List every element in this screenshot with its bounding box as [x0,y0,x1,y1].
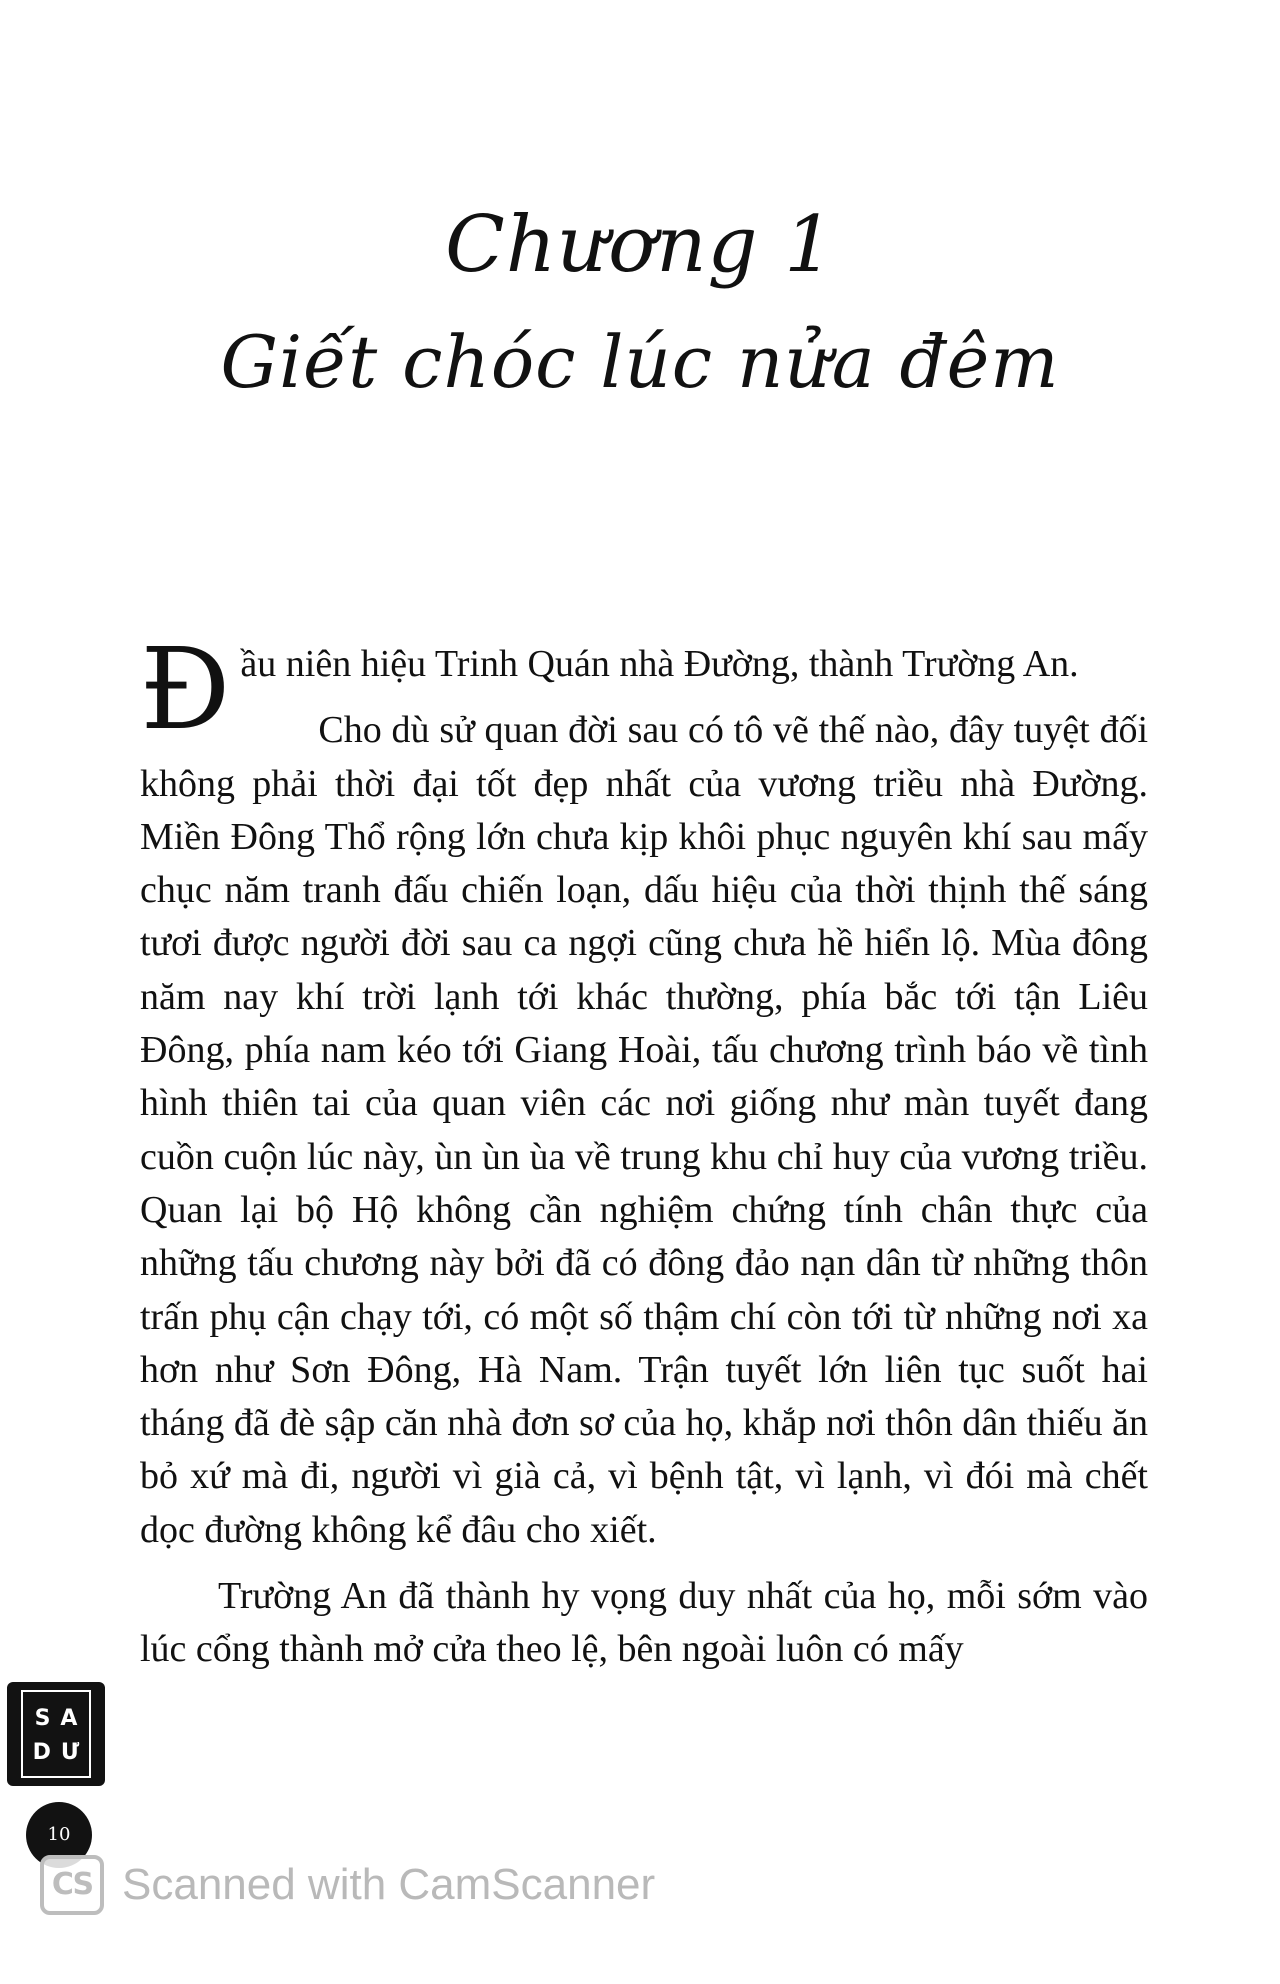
section-tab-frame [21,1690,91,1778]
chapter-label: Chương 1 [445,200,835,290]
paragraph: Trường An đã thành hy vọng duy nhất của họ, mỗi sớm vào lúc cổng thành mở cửa theo lệ, bên ngoài luôn có mấy [140,1575,1148,1671]
opening-paragraph-text: ầu niên hiệu Trinh Quán nhà Đường, thành Trường An. [240,643,1079,685]
watermark-text: Scanned with CamScanner [122,1860,656,1909]
page-number: 10 [26,1802,92,1868]
drop-cap: Đ [140,625,231,755]
camscanner-logo-icon: CS [40,1855,104,1915]
section-tab-badge [7,1682,105,1786]
section-tab-line-1: SA [34,1706,88,1731]
scanner-watermark [40,1850,655,1920]
chapter-title: Giết chóc lúc nửa đêm [220,320,1060,404]
body-text [140,625,1148,1690]
opening-paragraph [140,625,1148,755]
paragraph: Cho dù sử quan đời sau có tô vẽ thế nào, đây tuyệt đối không phải thời đại tốt đẹp nhất của vương triều nhà Đường. Miền Đông Thổ rộng lớn chưa kịp khôi phục nguyên khí sau mấy chục năm tranh đấu chiến loạn, dấu hiệu của thời thịnh thế sáng tươi được người đời sau ca ngợi cũng chưa hề hiển lộ. Mùa đông năm nay khí trời lạnh tới khác thường, phía bắc tới tận Liêu Đông, phía nam kéo tới Giang Hoài, tấu chương trình báo về tình hình thiên tai của quan viên các nơi giống như màn tuyết đang cuồn cuộn lúc này, ùn ùn ùa về trung khu chỉ huy của vương triều. Quan lại bộ Hộ không cần nghiệm chứng tính chân thực của những tấu chương này bởi đã có đông đảo nạn dân từ những thôn trấn phụ cận chạy tới, có một số thậm chí còn tới từ những nơi xa hơn như Sơn Đông, Hà Nam. Trận tuyết lớn liên tục suốt hai tháng đã đè sập căn nhà đơn sơ của họ, khắp nơi thôn dân thiếu ăn bỏ xứ mà đi, người vì già cả, vì bệnh tật, vì lạnh, vì đói mà chết dọc đường không kể đâu cho xiết. [140,709,1148,1551]
section-tab-line-2: DƯ [32,1740,90,1765]
